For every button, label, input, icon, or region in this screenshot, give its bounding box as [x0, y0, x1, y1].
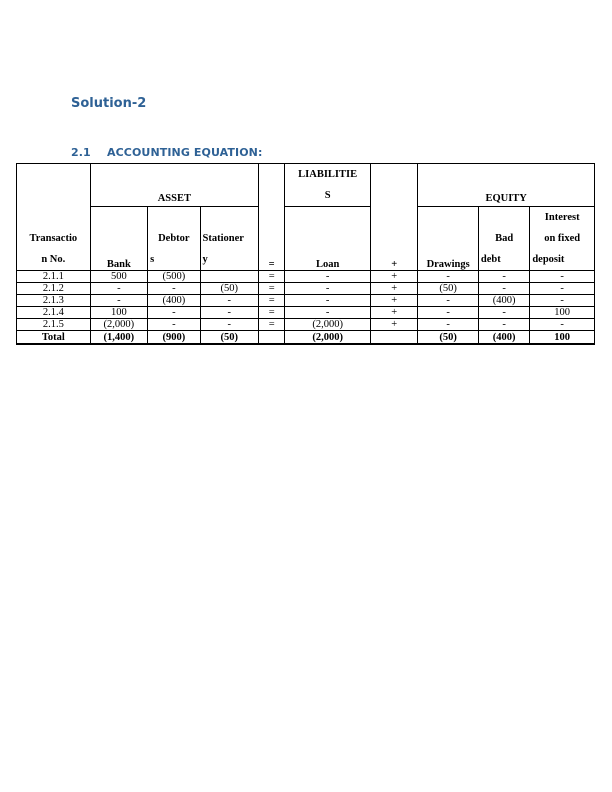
- cell-stationery: (50): [200, 283, 259, 295]
- cell-interest: -: [530, 295, 595, 307]
- table-row: [17, 319, 595, 331]
- header-group-liabilities: [285, 164, 371, 207]
- liabilities-line2: S: [324, 190, 331, 201]
- cell-equals: =: [259, 307, 285, 319]
- cell-txn: 2.1.5: [17, 319, 91, 331]
- cell-plus: +: [371, 283, 418, 295]
- cell-plus: +: [371, 319, 418, 331]
- table-row: [17, 307, 595, 319]
- header-equals: =: [259, 164, 285, 271]
- header-drawings: Drawings: [418, 207, 479, 271]
- cell-bank: (2,000): [90, 319, 147, 331]
- cell-interest: -: [530, 283, 595, 295]
- header-group-equity: EQUITY: [418, 164, 595, 207]
- total-plus: [371, 331, 418, 345]
- header-bad-debt-line1: Bad: [495, 233, 514, 244]
- header-bad-debt: [478, 207, 529, 271]
- total-label: Total: [17, 331, 91, 345]
- section-heading: [71, 146, 262, 159]
- cell-bad-debt: -: [478, 283, 529, 295]
- cell-txn: 2.1.1: [17, 271, 91, 283]
- cell-bad-debt: -: [478, 307, 529, 319]
- header-transaction-line2: n No.: [41, 254, 66, 265]
- cell-drawings: (50): [418, 283, 479, 295]
- cell-txn: 2.1.4: [17, 307, 91, 319]
- cell-bank: 100: [90, 307, 147, 319]
- cell-debtors: (400): [148, 295, 200, 307]
- cell-stationery: -: [200, 319, 259, 331]
- cell-loan: -: [285, 295, 371, 307]
- header-stationery-line2: y: [202, 254, 208, 265]
- cell-plus: +: [371, 307, 418, 319]
- cell-plus: +: [371, 295, 418, 307]
- cell-debtors: -: [148, 319, 200, 331]
- header-bad-debt-line2: debt: [480, 254, 501, 265]
- liabilities-line1: LIABILITIE: [298, 169, 358, 180]
- cell-drawings: -: [418, 307, 479, 319]
- header-interest-line1: Interest: [544, 212, 580, 223]
- cell-txn: 2.1.3: [17, 295, 91, 307]
- table-row: [17, 295, 595, 307]
- total-interest: 100: [530, 331, 595, 345]
- cell-drawings: -: [418, 319, 479, 331]
- cell-loan: (2,000): [285, 319, 371, 331]
- total-bank: (1,400): [90, 331, 147, 345]
- cell-interest: -: [530, 319, 595, 331]
- cell-equals: =: [259, 283, 285, 295]
- accounting-equation-table: [16, 163, 595, 345]
- cell-stationery: -: [200, 307, 259, 319]
- total-equals: [259, 331, 285, 345]
- cell-bank: -: [90, 295, 147, 307]
- total-stationery: (50): [200, 331, 259, 345]
- cell-drawings: -: [418, 295, 479, 307]
- cell-plus: +: [371, 271, 418, 283]
- header-debtors: [148, 207, 200, 271]
- cell-debtors: -: [148, 307, 200, 319]
- cell-bad-debt: (400): [478, 295, 529, 307]
- section-number: 2.1: [71, 146, 91, 159]
- total-debtors: (900): [148, 331, 200, 345]
- cell-stationery: -: [200, 295, 259, 307]
- cell-debtors: -: [148, 283, 200, 295]
- header-debtors-line1: Debtor: [158, 233, 190, 244]
- cell-stationery: [200, 271, 259, 283]
- header-row-groups: [17, 164, 595, 207]
- table-row: [17, 283, 595, 295]
- header-plus: +: [371, 164, 418, 271]
- cell-drawings: -: [418, 271, 479, 283]
- cell-interest: -: [530, 271, 595, 283]
- page-heading: Solution-2: [71, 96, 147, 111]
- cell-loan: -: [285, 271, 371, 283]
- cell-debtors: (500): [148, 271, 200, 283]
- header-bank: Bank: [90, 207, 147, 271]
- cell-bank: 500: [90, 271, 147, 283]
- cell-bank: -: [90, 283, 147, 295]
- cell-equals: =: [259, 295, 285, 307]
- cell-loan: -: [285, 283, 371, 295]
- cell-loan: -: [285, 307, 371, 319]
- cell-bad-debt: -: [478, 319, 529, 331]
- total-bad-debt: (400): [478, 331, 529, 345]
- header-interest-line2: on fixed: [544, 233, 581, 244]
- header-debtors-line2: s: [150, 254, 155, 265]
- cell-equals: =: [259, 319, 285, 331]
- header-group-asset: ASSET: [90, 164, 258, 207]
- header-stationery-line1: Stationer: [202, 233, 244, 244]
- total-row: [17, 331, 595, 345]
- header-loan: Loan: [285, 207, 371, 271]
- cell-txn: 2.1.2: [17, 283, 91, 295]
- header-row-columns: [17, 207, 595, 271]
- table-row: [17, 271, 595, 283]
- total-loan: (2,000): [285, 331, 371, 345]
- cell-interest: 100: [530, 307, 595, 319]
- header-transaction-line1: Transactio: [29, 233, 78, 244]
- header-interest-line3: deposit: [532, 254, 565, 265]
- header-interest: [530, 207, 595, 271]
- cell-bad-debt: -: [478, 271, 529, 283]
- total-drawings: (50): [418, 331, 479, 345]
- section-title: ACCOUNTING EQUATION:: [107, 146, 263, 159]
- header-stationery: [200, 207, 259, 271]
- header-transaction: [17, 164, 91, 271]
- cell-equals: =: [259, 271, 285, 283]
